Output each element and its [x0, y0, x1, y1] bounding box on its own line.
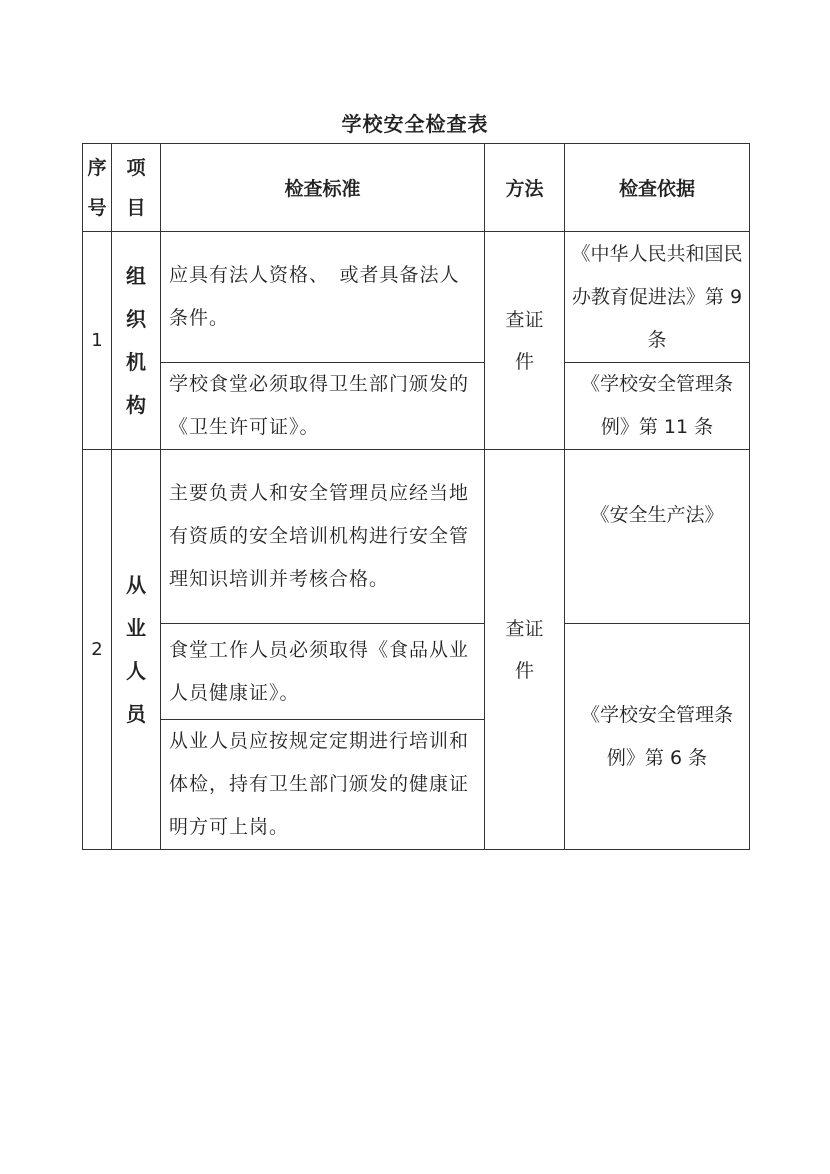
standard-cell: 食堂工作人员必须取得《食品从业人员健康证》。 [161, 624, 485, 720]
section-number: 2 [83, 450, 112, 850]
header-seq [83, 144, 112, 232]
header-seq-top: 序 [87, 156, 107, 179]
basis-cell: 《学校安全管理条例》第 11 条 [565, 363, 750, 450]
header-method: 方法 [485, 144, 565, 232]
basis-cell: 《中华人民共和国民办教育促进法》第 9 条 [565, 232, 750, 363]
section-item [112, 450, 161, 850]
item-char: 业 [126, 615, 146, 640]
item-char: 构 [126, 392, 146, 417]
section-number: 1 [83, 232, 112, 450]
header-row [83, 144, 750, 232]
header-seq-bottom: 号 [87, 196, 107, 219]
header-standard: 检查标准 [161, 144, 485, 232]
standard-cell: 主要负责人和安全管理员应经当地有资质的安全培训机构进行安全管理知识培训并考核合格。 [161, 450, 485, 624]
header-basis: 检查依据 [565, 144, 750, 232]
item-char: 织 [126, 306, 146, 331]
section-item [112, 232, 161, 450]
item-char: 从 [126, 572, 146, 597]
inspection-table [82, 143, 750, 850]
method-line: 查证 [505, 308, 544, 331]
table-row [83, 363, 750, 450]
header-item-bottom: 目 [126, 196, 146, 219]
table-row [83, 624, 750, 720]
standard-cell: 学校食堂必须取得卫生部门颁发的《卫生许可证》。 [161, 363, 485, 450]
item-char: 组 [126, 263, 146, 288]
method-cell [485, 450, 565, 850]
header-item [112, 144, 161, 232]
method-line: 件 [514, 659, 534, 682]
basis-cell: 《安全生产法》 [565, 450, 750, 624]
method-line: 件 [514, 350, 534, 373]
item-char: 员 [126, 701, 146, 726]
standard-cell: 应具有法人资格、 或者具备法人条件。 [161, 232, 485, 363]
table-row [83, 450, 750, 624]
item-char: 机 [126, 349, 146, 374]
item-char: 人 [126, 658, 146, 683]
header-item-top: 项 [126, 156, 146, 179]
method-line: 查证 [505, 617, 544, 640]
page-title: 学校安全检查表 [341, 112, 489, 136]
standard-cell: 从业人员应按规定定期进行培训和体检，持有卫生部门颁发的健康证明方可上岗。 [161, 720, 485, 850]
method-cell [485, 232, 565, 450]
basis-cell: 《学校安全管理条例》第 6 条 [565, 624, 750, 850]
table-row [83, 232, 750, 363]
